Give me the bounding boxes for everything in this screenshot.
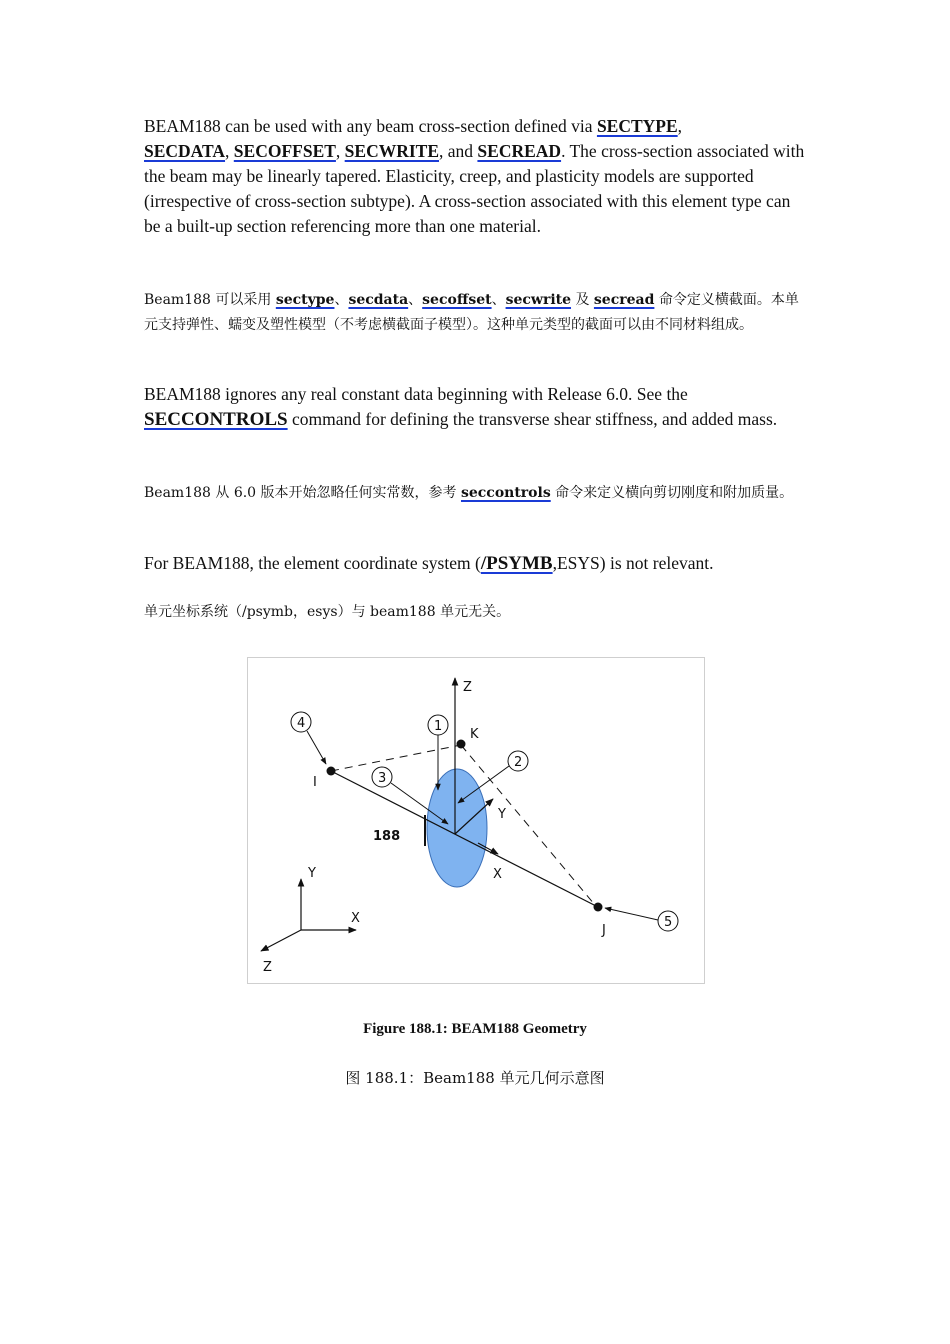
link-secread-cn[interactable]: secread <box>593 292 655 308</box>
text-span: 、 <box>334 292 349 308</box>
text-span: , <box>225 141 234 161</box>
label-global-z: Z <box>263 960 272 975</box>
callout-4-label: 4 <box>297 716 306 731</box>
text-span: , <box>335 141 345 161</box>
text-span: 、 <box>408 292 423 308</box>
label-y-axis: Y <box>498 807 506 822</box>
text-span: 及 <box>571 292 594 308</box>
node-i <box>327 767 336 776</box>
callout-1-label: 1 <box>434 719 443 734</box>
text-span: BEAM188 ignores any real constant data beginning with Release 6.0. See the <box>144 384 688 404</box>
label-node-j: J <box>602 923 606 938</box>
figure-caption-cn: 图 188.1：Beam188 单元几何示意图 <box>345 1069 605 1087</box>
callout-3-label: 3 <box>378 771 387 786</box>
link-secoffset-cn[interactable]: secoffset <box>422 292 492 308</box>
link-seccontrols[interactable]: SECCONTROLS <box>144 409 288 430</box>
paragraph-beam188-sections <box>144 114 808 239</box>
link-secwrite-cn[interactable]: secwrite <box>505 292 572 308</box>
node-j <box>594 903 603 912</box>
text-span: ,ESYS) is not relevant. <box>552 553 714 573</box>
text-span: command for defining the transverse shear stiffness, and added mass. <box>287 409 778 429</box>
link-secdata[interactable]: SECDATA <box>144 141 226 161</box>
label-element-number: 188 <box>373 829 401 844</box>
link-secoffset[interactable]: SECOFFSET <box>233 141 336 161</box>
label-global-x: X <box>351 911 360 926</box>
text-span: 、 <box>491 292 506 308</box>
callout-5-leader <box>605 908 658 920</box>
beam188-geometry-figure <box>247 657 705 984</box>
text-span: , <box>677 116 683 136</box>
text-span: 命令来定义横向剪切刚度和附加质量。 <box>550 485 794 501</box>
orientation-dashed-line <box>331 745 461 771</box>
global-z-axis <box>261 930 301 951</box>
callout-4-leader <box>307 731 326 764</box>
label-z-axis: Z <box>463 680 472 695</box>
callout-2-label: 2 <box>514 755 523 770</box>
link-seccontrols-cn[interactable]: seccontrols <box>460 485 551 501</box>
text-span: 命令定义横截面。本单元支持弹性、蠕变及塑性模型（不考虑横截面子模型）。这种单元类型的截面可以由不同材料组成。 <box>144 292 799 333</box>
label-global-y: Y <box>308 866 316 881</box>
text-span: . The cross-section associated with the beam may be linearly tapered. Elasticity, creep, and plasticity models are supported (irrespective of cross-section subtype). A cross-section associated with this element type can be a built-up section referencing more than one material. <box>144 141 805 236</box>
paragraph-coordinate-system-cn: 单元坐标系统（/psymb，esys）与 beam188 单元无关。 <box>144 604 511 620</box>
text-span: , and <box>439 141 478 161</box>
text-span: BEAM188 can be used with any beam cross-section defined via <box>144 116 597 136</box>
text-span: Beam188 从 6.0 版本开始忽略任何实常数，参考 <box>144 485 461 501</box>
node-k <box>457 740 466 749</box>
callout-5-label: 5 <box>664 915 673 930</box>
link-secwrite[interactable]: SECWRITE <box>344 141 440 161</box>
paragraph-coordinate-system <box>144 551 713 576</box>
link-secread[interactable]: SECREAD <box>477 141 562 161</box>
text-span: For BEAM188, the element coordinate system ( <box>144 553 481 573</box>
label-x-axis: X <box>493 867 502 882</box>
label-node-i: I <box>313 775 317 790</box>
label-node-k: K <box>470 727 479 742</box>
paragraph-real-constants <box>144 382 808 432</box>
paragraph-beam188-sections-cn <box>144 288 808 338</box>
cross-section-ellipse <box>427 769 487 887</box>
link-sectype-cn[interactable]: sectype <box>275 292 335 308</box>
link-psymb[interactable]: /PSYMB <box>480 553 553 574</box>
paragraph-real-constants-cn <box>144 481 793 506</box>
geometry-diagram <box>248 658 704 983</box>
text-span: Beam188 可以采用 <box>144 292 276 308</box>
link-sectype[interactable]: SECTYPE <box>596 116 678 136</box>
figure-caption-en: Figure 188.1: BEAM188 Geometry <box>363 1021 587 1037</box>
link-secdata-cn[interactable]: secdata <box>348 292 409 308</box>
